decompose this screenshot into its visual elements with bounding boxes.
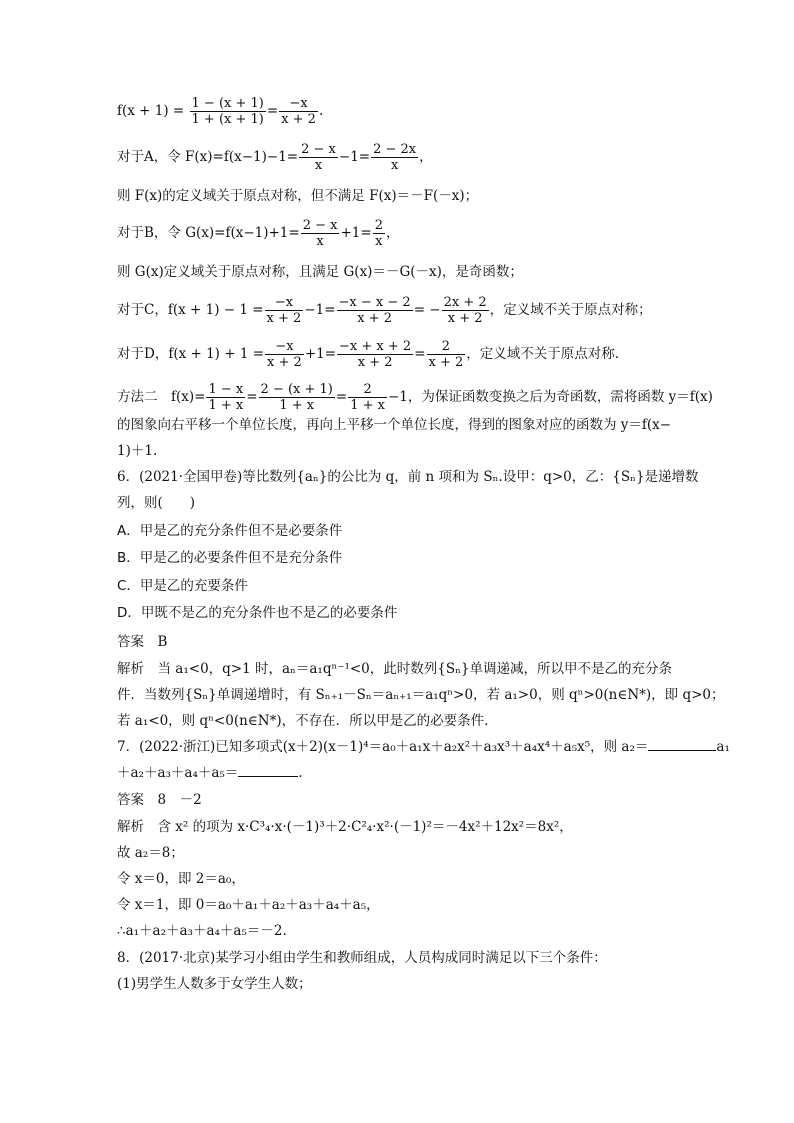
analysis-6: 若 a₁<0，则 qⁿ<0(n∈N*)，不存在．所以甲是乙的必要条件. <box>117 713 489 729</box>
option-c-analysis: 对于C，f(x + 1) − 1 = $\frac{-x}{x + 2}$ −1= $\frac{-x - x - 2}{x + 2}$ = − $\frac{2x + 2}{x + 2}$ ，定义域不关于原点对称； <box>117 295 652 326</box>
fraction: $\frac{2 - x}{x}$ <box>302 218 338 249</box>
text-line: 则 G(x)定义域关于原点对称，且满足 G(x)＝－G(－x)，是奇函数； <box>117 264 523 280</box>
equation-f-x-plus-1: f(x + 1) = $\frac{1 - (x + 1)}{1 + (x + 1)}$ = $\frac{-x}{x + 2}$ . <box>117 96 324 127</box>
answer-blank <box>238 764 298 777</box>
fraction: $\frac{-x}{x + 2}$ <box>281 96 316 127</box>
option-b: B．甲是乙的必要条件但不是充分条件 <box>117 550 343 566</box>
text-line: 的图象向右平移一个单位长度，再向上平移一个单位长度，得到的图象对应的函数为 y＝f(x− <box>117 417 672 433</box>
fraction: $\frac{2x + 2}{x + 2}$ <box>443 295 487 326</box>
analysis-6: 件．当数列{Sₙ}单调递增时，有 Sₙ₊₁－Sₙ＝aₙ₊₁＝a₁qⁿ>0，若 a₁>0，则 qⁿ>0(n∈N*)，即 q>0； <box>117 687 725 703</box>
question-8-stem: 8．(2017·北京)某学习小组由学生和教师组成，人员构成同时满足以下三个条件： <box>117 950 607 966</box>
fraction: $\frac{2 - 2x}{x}$ <box>373 142 417 173</box>
text-line: 则 F(x)的定义域关于原点对称，但不满足 F(x)＝－F(－x)； <box>117 188 479 204</box>
option-c: C．甲是乙的充要条件 <box>117 578 248 594</box>
option-a: A．甲是乙的充分条件但不是必要条件 <box>117 523 343 539</box>
question-7-stem: ＋a₂＋a₃＋a₄＋a₅＝ . <box>117 765 303 781</box>
fraction: $\frac{-x - x - 2}{x + 2}$ <box>338 295 411 326</box>
question-8-condition: (1)男学生人数多于女学生人数； <box>117 976 312 992</box>
eq-text: f(x + 1) = <box>117 103 185 119</box>
analysis-7: 令 x＝0，即 2＝a₀， <box>117 871 245 887</box>
method-two: 方法二 f(x)= $\frac{1 - x}{1 + x}$ = $\frac{2 - (x + 1)}{1 + x}$ = $\frac{2}{1 + x}$ −1，为保证函数变换之后为奇函数，需将函数 y＝f(x) <box>117 382 713 413</box>
analysis-6: 解析 当 a₁<0，q>1 时，aₙ＝a₁qⁿ⁻¹<0，此时数列{Sₙ}单调递减，所以甲不是乙的充分条 <box>117 661 673 677</box>
option-d-analysis: 对于D，f(x + 1) + 1 = $\frac{-x}{x + 2}$ +1= $\frac{-x + x + 2}{x + 2}$ = $\frac{2}{x + 2}$ ，定义域不关于原点对称. <box>117 339 620 370</box>
option-a-analysis: 对于A，令 F(x)=f(x−1)−1= $\frac{2 - x}{x}$ −1= $\frac{2 - 2x}{x}$ ， <box>117 142 433 173</box>
question-6-stem: 6．(2021·全国甲卷)等比数列{aₙ}的公比为 q，前 n 项和为 Sₙ.设甲：q>0，乙：{Sₙ}是递增数 <box>117 469 699 485</box>
option-b-analysis: 对于B，令 G(x)=f(x−1)+1= $\frac{2 - x}{x}$ +1= $\frac{2}{x}$ ， <box>117 218 400 249</box>
fraction: $\frac{2 - (x + 1)}{1 + x}$ <box>260 382 333 413</box>
answer-6: 答案 B <box>117 634 168 650</box>
fraction: $\frac{1 - (x + 1)}{1 + (x + 1)}$ <box>191 96 264 127</box>
fraction: $\frac{2}{x}$ <box>374 218 383 249</box>
fraction: $\frac{-x}{x + 2}$ <box>266 295 302 326</box>
analysis-7: 解析 含 x² 的项为 x·C³₄·x·(－1)³＋2·C²₄·x²·(－1)²＝－4x²＋12x²＝8x²， <box>117 819 573 835</box>
analysis-7: 令 x＝1，即 0＝a₀＋a₁＋a₂＋a₃＋a₄＋a₅， <box>117 897 380 913</box>
analysis-7: 故 a₂＝8； <box>117 845 184 861</box>
option-d: D．甲既不是乙的充分条件也不是乙的必要条件 <box>117 605 398 621</box>
text-line: 1)＋1. <box>117 443 158 459</box>
fraction: $\frac{2}{x + 2}$ <box>428 339 464 370</box>
fraction: $\frac{1 - x}{1 + x}$ <box>208 382 244 413</box>
fraction: $\frac{2 - x}{x}$ <box>301 142 336 173</box>
question-6-stem: 列，则( ) <box>117 495 196 511</box>
analysis-7: ∴a₁＋a₂＋a₃＋a₄＋a₅＝－2. <box>117 923 287 939</box>
question-7-stem: 7．(2022·浙江)已知多项式(x＋2)(x－1)⁴＝a₀＋a₁x＋a₂x²＋a₃x³＋a₄x⁴＋a₅x⁵，则 a₂＝ a₁ <box>117 739 730 755</box>
answer-blank <box>648 738 716 751</box>
fraction: $\frac{-x + x + 2}{x + 2}$ <box>339 339 412 370</box>
fraction: $\frac{2}{1 + x}$ <box>350 382 385 413</box>
answer-7: 答案 8 －2 <box>117 792 202 808</box>
fraction: $\frac{-x}{x + 2}$ <box>267 339 302 370</box>
